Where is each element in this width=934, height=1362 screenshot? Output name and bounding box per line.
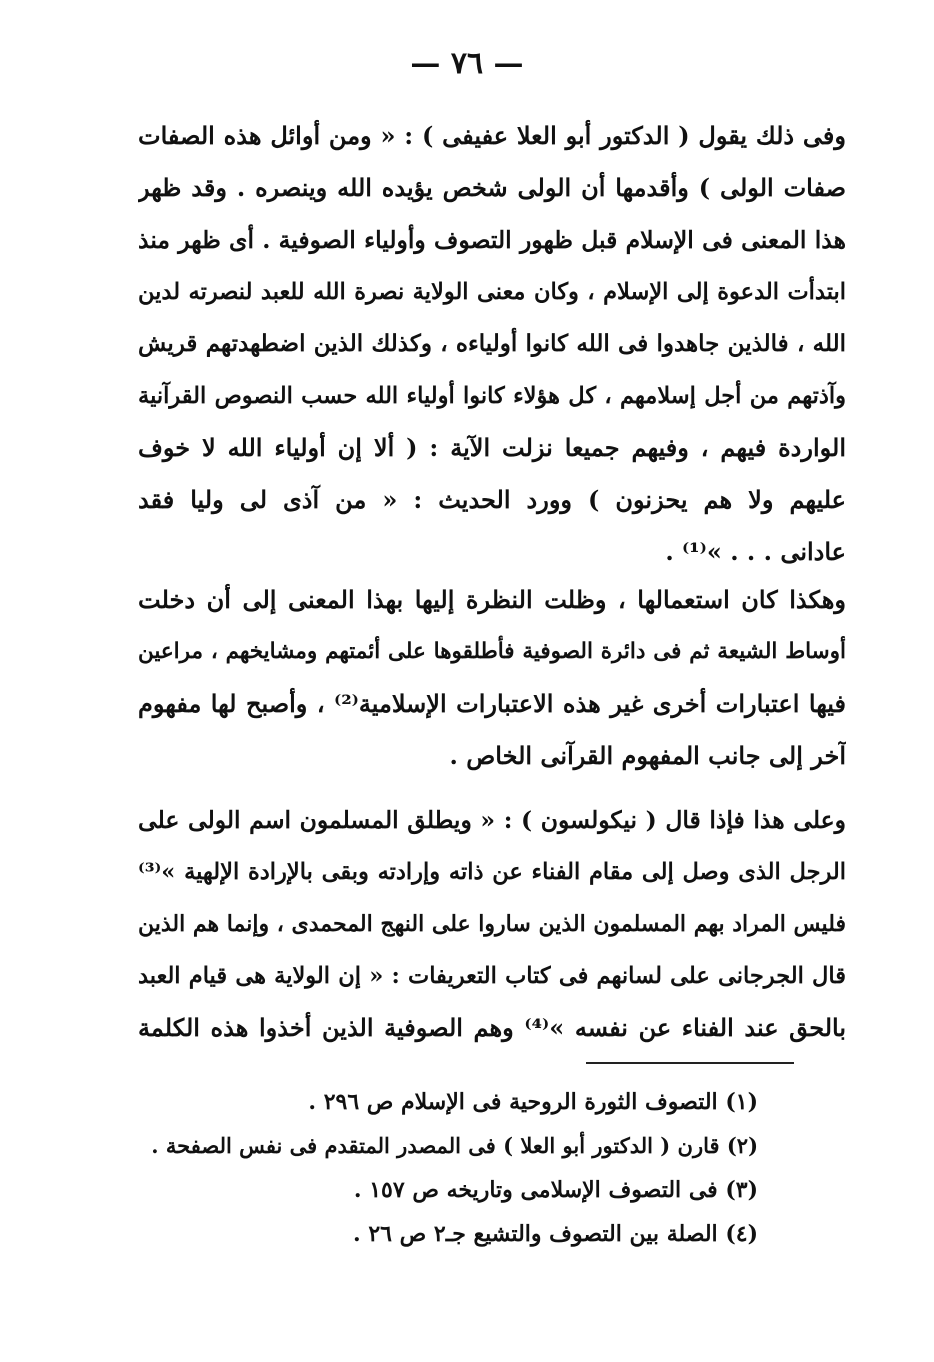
text-line: عليهم ولا هم يحزنون ) وورد الحديث : « من آذى لى وليا فقد — [138, 485, 846, 514]
text-line: وفى ذلك يقول ( الدكتور أبو العلا عفيفى ) : « ومن أوائل هذه الصفات — [138, 121, 846, 150]
text-line: الواردة فيهم ، وفيهم جميعا نزلت الآية : ( ألا إن أولياء الله لا خوف — [138, 433, 846, 462]
text-line: بالحق عند الفناء عن نفسه »⁽⁴⁾ وهم الصوفية الذين أخذوا هذه الكلمة — [138, 1013, 846, 1042]
paragraph-2 — [138, 574, 846, 782]
text-line: هذا المعنى فى الإسلام قبل ظهور التصوف وأولياء الصوفية . أى ظهر منذ — [138, 226, 846, 254]
text-line: آخر إلى جانب المفهوم القرآنى الخاص . — [449, 741, 846, 770]
footnote-separator — [586, 1062, 794, 1064]
footnote-2: (٢) قارن ( الدكتور أبو العلا ) فى المصدر المتقدم فى نفس الصفحة . — [151, 1133, 758, 1158]
paragraph-3 — [138, 794, 846, 1054]
text-line: أوساط الشيعة ثم فى دائرة الصوفية فأطلقوها على أئمتهم ومشايخهم ، مراعين — [138, 639, 846, 664]
text-line: فليس المراد بهم المسلمون الذين ساروا على النهج المحمدى ، وإنما هم الذين — [138, 911, 846, 937]
page-number: — ٧٦ — — [410, 46, 524, 81]
footnote-1: (١) التصوف الثورة الروحية فى الإسلام ص ٢٩٦ . — [308, 1089, 758, 1115]
text-line: صفات الولى ) وأقدمها أن الولى شخص يؤيده الله وينصره . وقد ظهر — [138, 173, 846, 202]
text-line: وهكذا كان استعمالها ، وظلت النظرة إليها بهذا المعنى إلى أن دخلت — [138, 585, 846, 614]
text-line: ابتدأت الدعوة إلى الإسلام ، وكان معنى الولاية نصرة الله للعبد لنصرته لدين — [138, 279, 846, 305]
text-line: قال الجرجانى على لسانهم فى كتاب التعريفات : « إن الولاية هى قيام العبد — [138, 963, 846, 989]
text-line: الرجل الذى وصل إلى مقام الفناء عن ذاته وإرادته وبقى بالإرادة الإلهية »⁽³⁾ — [138, 859, 846, 885]
footnote-3: (٣) فى التصوف الإسلامى وتاريخه ص ١٥٧ . — [353, 1177, 758, 1203]
footnotes — [150, 1080, 758, 1256]
text-line: فيها اعتبارات أخرى غير هذه الاعتبارات الإسلامية⁽²⁾ ، وأصبح لها مفهوم — [138, 689, 846, 718]
footnote-4: (٤) الصلة بين التصوف والتشيع جـ٢ ص ٢٦ . — [353, 1221, 758, 1247]
text-line: وعلى هذا فإذا قال ( نيكولسون ) : « ويطلق المسلمون اسم الولى على — [138, 806, 846, 834]
paragraph-1 — [138, 110, 846, 578]
text-line: الله ، فالذين جاهدوا فى الله كانوا أولياءه ، وكذلك الذين اضطهدتهم قريش — [138, 330, 846, 357]
text-line: عادانى . . . »⁽¹⁾ . — [665, 537, 846, 566]
text-line: وآذتهم من أجل إسلامهم ، كل هؤلاء كانوا أولياء الله حسب النصوص القرآنية — [138, 383, 846, 409]
